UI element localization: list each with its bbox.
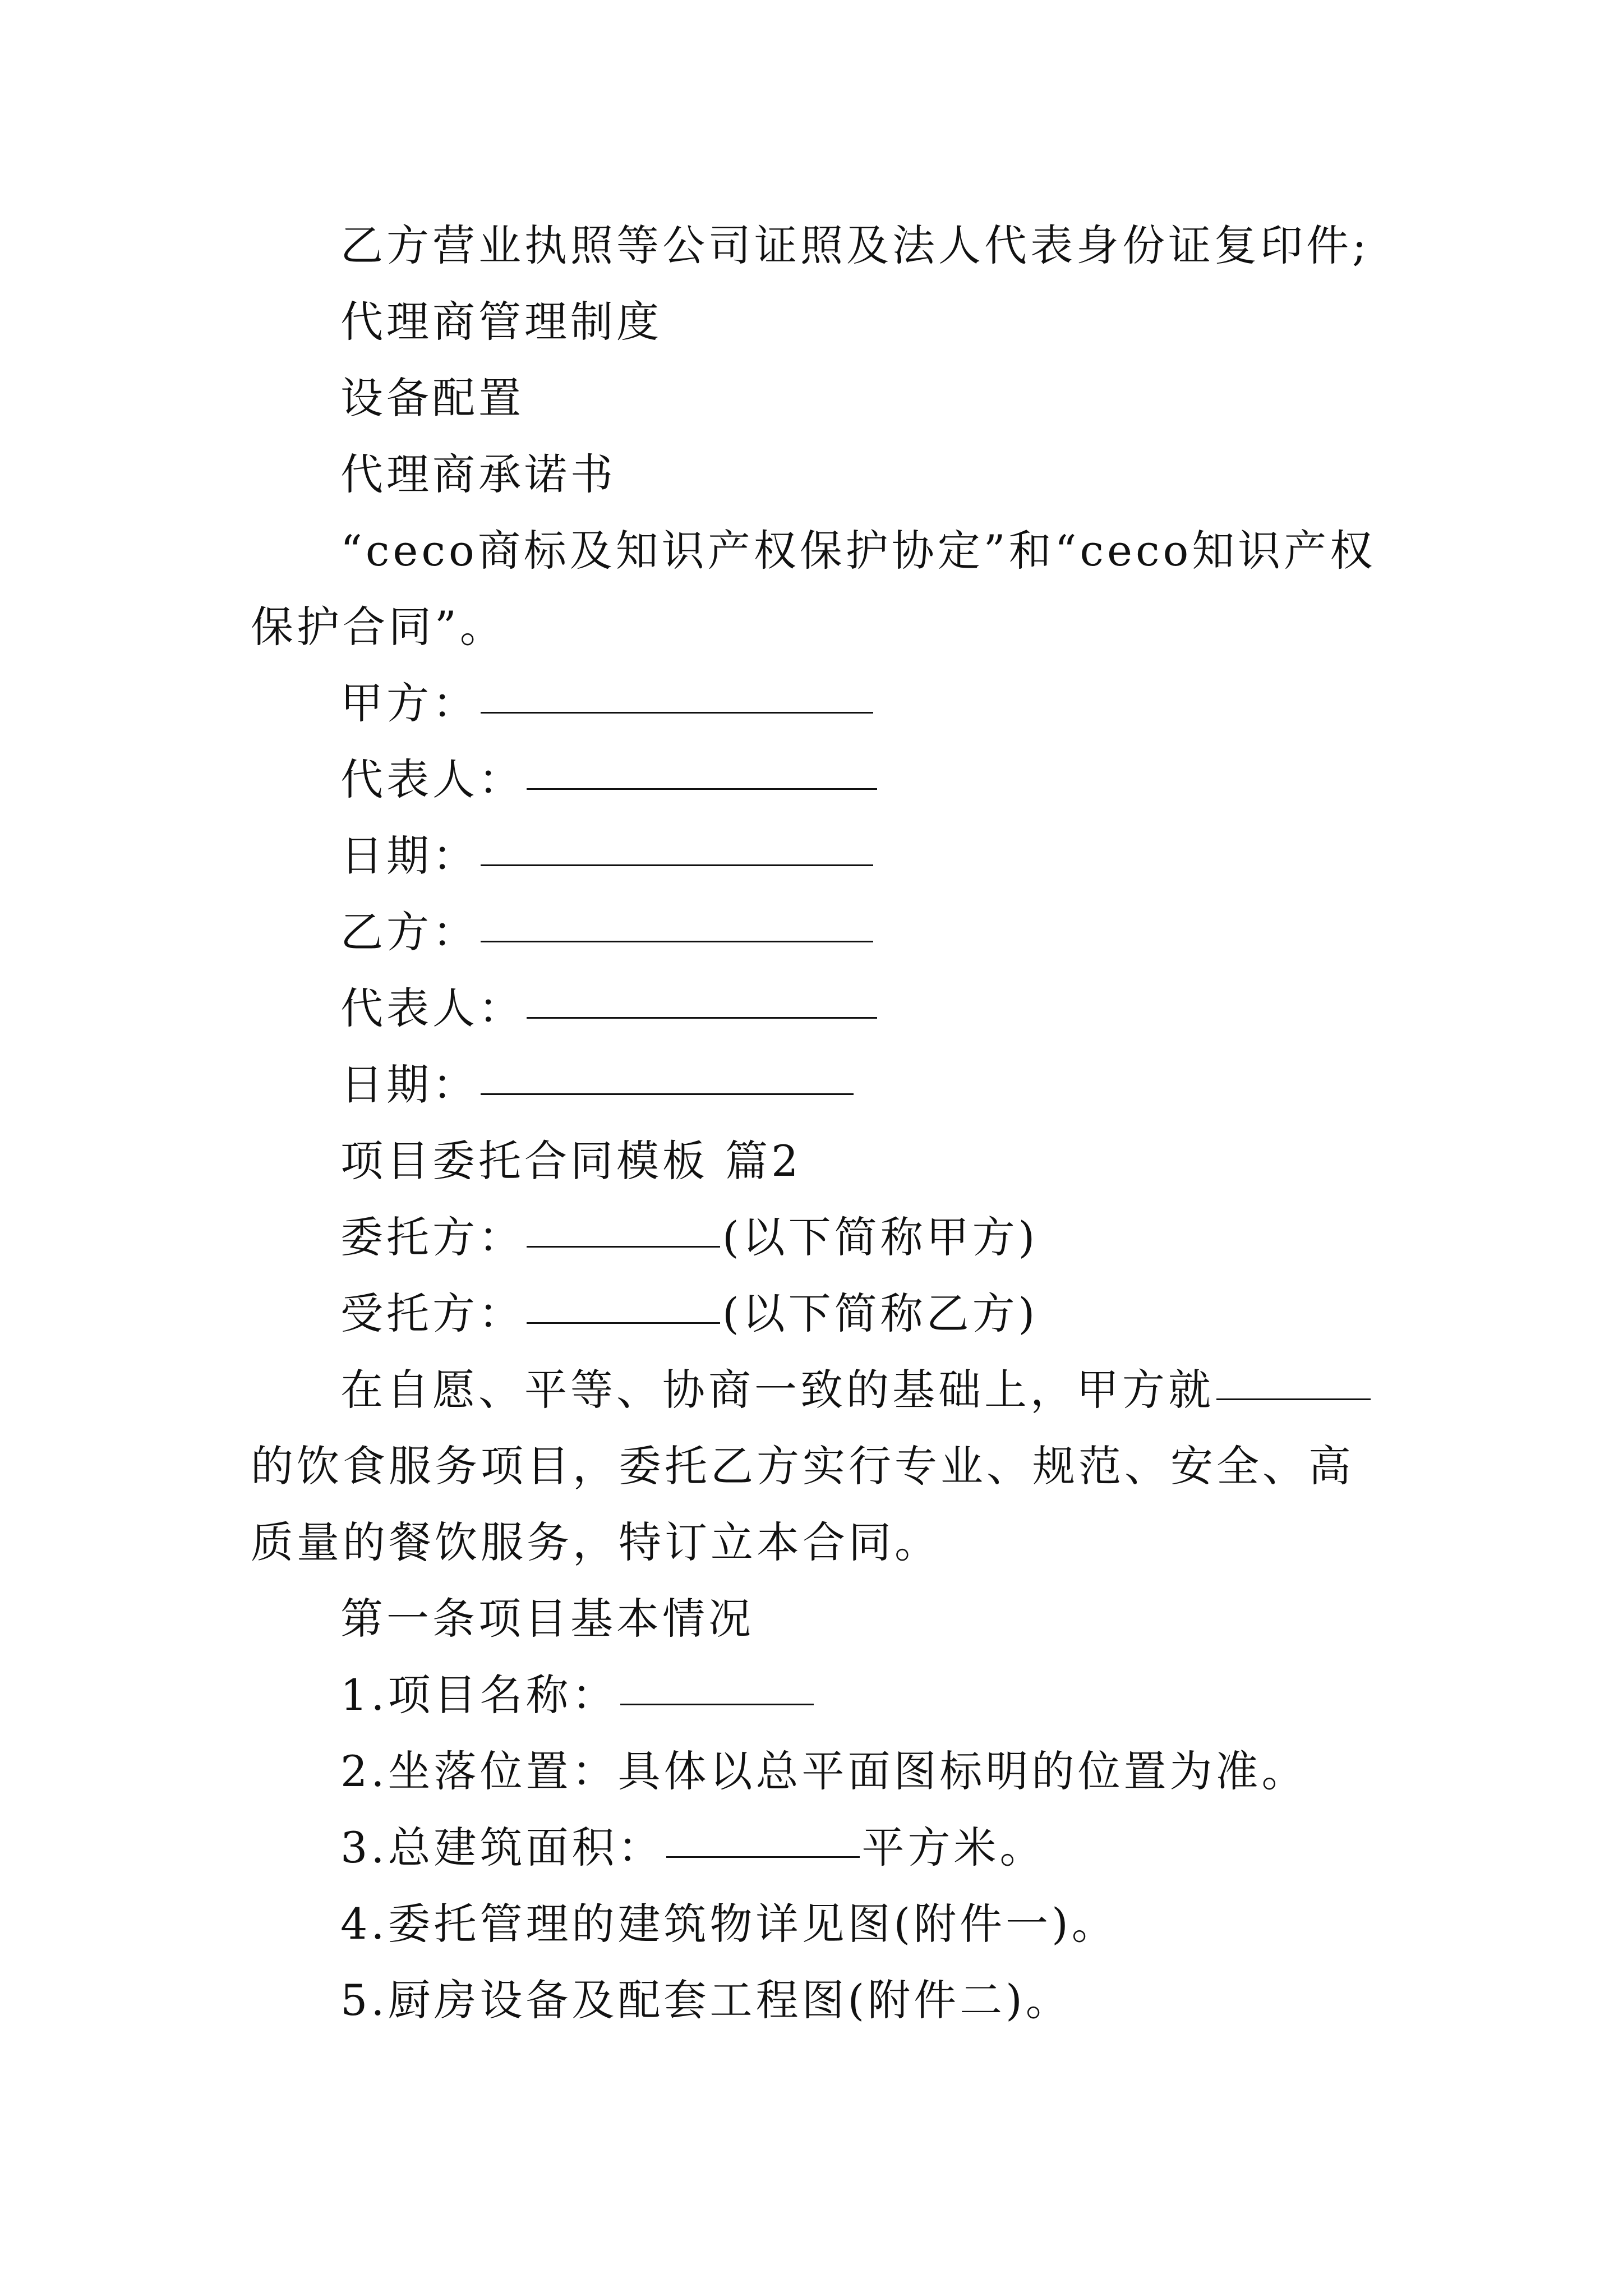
article-1-heading: 第一条项目基本情况	[340, 1594, 754, 1644]
trustee-blank	[527, 1322, 720, 1324]
party-a-representative-blank	[527, 788, 877, 790]
section-title: 项目委托合同模板 篇2	[340, 1136, 802, 1186]
building-area-blank	[666, 1856, 860, 1858]
project-name-blank	[620, 1703, 814, 1705]
document-body	[251, 208, 1389, 2039]
location-line: 2.坐落位置：具体以总平面图标明的位置为准。	[340, 1746, 1308, 1796]
principal-line: 委托方： (以下简称甲方)	[340, 1212, 1039, 1262]
party-b-date: 日期：	[251, 1047, 1389, 1123]
attachment-agent-commitment: 代理商承诺书	[340, 449, 616, 499]
party-b-representative-blank	[527, 1016, 877, 1019]
party-a-representative: 代表人：	[251, 742, 1389, 818]
preamble-blank	[1216, 1398, 1371, 1400]
party-a-blank	[481, 711, 873, 714]
attachment-equipment: 设备配置	[340, 373, 524, 423]
attachment-ip-protection: “ceco商标及知识产权保护协定”和“ceco知识产权保护合同”。	[251, 526, 1376, 652]
principal-blank	[527, 1245, 720, 1248]
party-b-signature: 乙方：	[251, 894, 1389, 970]
party-a-date-blank	[481, 864, 873, 866]
party-b-representative: 代表人：	[251, 970, 1389, 1047]
party-b-blank	[481, 940, 873, 942]
kitchen-equipment-line: 5.厨房设备及配套工程图(附件二)。	[340, 1975, 1072, 2025]
party-b-date-blank	[481, 1093, 854, 1095]
party-a-signature: 甲方：	[251, 665, 1389, 742]
attachment-business-license: 乙方营业执照等公司证照及法人代表身份证复印件;	[340, 220, 1370, 270]
project-name-line: 1.项目名称：	[251, 1657, 1389, 1733]
preamble-paragraph: 在自愿、平等、协商一致的基础上，甲方就的饮食服务项目，委托乙方实行专业、规范、安全、高质量的餐饮服务，特订立本合同。	[251, 1352, 1389, 1581]
attachment-agent-management: 代理商管理制度	[340, 297, 662, 347]
trustee-line: 受托方： (以下简称乙方)	[340, 1289, 1039, 1338]
managed-buildings-line: 4.委托管理的建筑物详见图(附件一)。	[340, 1899, 1118, 1949]
party-a-date: 日期：	[251, 818, 1389, 894]
building-area-line: 3.总建筑面积： 平方米。	[340, 1823, 1046, 1872]
